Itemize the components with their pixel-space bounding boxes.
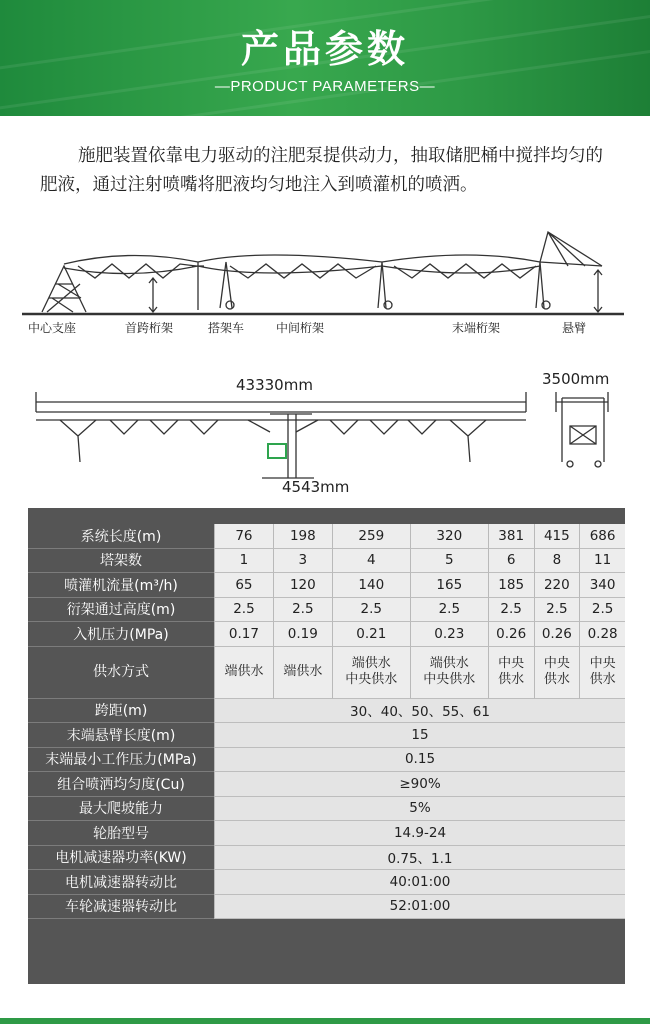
table-cell: 0.75、1.1 xyxy=(214,846,625,871)
machine-diagram xyxy=(0,226,650,496)
table-cell: 320 xyxy=(410,524,488,549)
table-row xyxy=(28,821,625,846)
row-header: 系统长度(m) xyxy=(28,524,214,549)
header-banner xyxy=(0,0,650,116)
cell-line: 端供水 xyxy=(429,656,469,671)
table-cell: 40:01:00 xyxy=(214,870,625,895)
table-cell: 15 xyxy=(214,723,625,748)
table-cell: 76 xyxy=(214,524,273,549)
table-row xyxy=(28,524,625,549)
table-cell: 5% xyxy=(214,797,625,822)
label-middle-span: 中间桁架 xyxy=(276,321,325,335)
table-row xyxy=(28,549,625,574)
table-cell: 165 xyxy=(410,573,488,598)
table-cell: 30、40、50、55、61 xyxy=(214,699,625,724)
table-cell: 5 xyxy=(410,549,488,574)
table-cell: 1 xyxy=(214,549,273,574)
table-cell: 0.26 xyxy=(488,622,534,647)
table-cell: 0.21 xyxy=(332,622,410,647)
table-cell: 2.5 xyxy=(332,598,410,623)
label-cantilever: 悬臂 xyxy=(562,321,587,335)
label-center-pivot: 中心支座 xyxy=(28,321,77,335)
spec-table-panel xyxy=(28,508,625,984)
table-cell: 2.5 xyxy=(273,598,332,623)
table-row xyxy=(28,846,625,871)
table-cell xyxy=(410,647,488,699)
table-cell: 65 xyxy=(214,573,273,598)
footer-bar xyxy=(0,1018,650,1024)
table-cell: 2.5 xyxy=(214,598,273,623)
table-cell: 185 xyxy=(488,573,534,598)
table-cell: 381 xyxy=(488,524,534,549)
table-row xyxy=(28,797,625,822)
table-cell: 198 xyxy=(273,524,332,549)
cell-line: 端供水 xyxy=(224,664,264,679)
page-subtitle: —PRODUCT PARAMETERS— xyxy=(214,78,436,95)
row-header: 供水方式 xyxy=(28,647,214,699)
row-header: 车轮减速器转动比 xyxy=(28,895,214,920)
table-row xyxy=(28,647,625,699)
table-cell xyxy=(488,647,534,699)
row-header: 衍架通过高度(m) xyxy=(28,598,214,623)
table-cell: 2.5 xyxy=(579,598,625,623)
cell-line: 供水 xyxy=(543,672,570,687)
front-view-drawing xyxy=(36,392,608,478)
cell-line: 中央供水 xyxy=(423,672,476,687)
table-cell: 2.5 xyxy=(488,598,534,623)
cell-line: 端供水 xyxy=(283,664,323,679)
dimension-height: 3500mm xyxy=(542,370,610,388)
dimension-width: 4543mm xyxy=(282,478,350,496)
table-row xyxy=(28,598,625,623)
dimension-length: 43330mm xyxy=(236,376,313,394)
cell-line: 中央 xyxy=(543,656,570,671)
table-cell xyxy=(273,647,332,699)
table-cell xyxy=(214,647,273,699)
table-row xyxy=(28,622,625,647)
table-cell: 0.19 xyxy=(273,622,332,647)
table-cell: 120 xyxy=(273,573,332,598)
label-tower-cart: 搭架车 xyxy=(208,321,245,335)
cell-line: 中央 xyxy=(589,656,616,671)
table-cell: 11 xyxy=(579,549,625,574)
table-cell: 0.28 xyxy=(579,622,625,647)
table-cell xyxy=(534,647,580,699)
cell-line: 供水 xyxy=(589,672,616,687)
row-header: 喷灌机流量(m³/h) xyxy=(28,573,214,598)
table-cell: 340 xyxy=(579,573,625,598)
table-cell: 3 xyxy=(273,549,332,574)
table-cell: 220 xyxy=(534,573,580,598)
row-header: 最大爬坡能力 xyxy=(28,797,214,822)
table-cell xyxy=(579,647,625,699)
row-header: 电机减速器功率(KW) xyxy=(28,846,214,871)
row-header: 入机压力(MPa) xyxy=(28,622,214,647)
table-row xyxy=(28,748,625,773)
row-header: 跨距(m) xyxy=(28,699,214,724)
cell-line: 中央 xyxy=(498,656,525,671)
table-cell: 52:01:00 xyxy=(214,895,625,920)
row-header: 末端最小工作压力(MPa) xyxy=(28,748,214,773)
row-header: 组合喷洒均匀度(Cu) xyxy=(28,772,214,797)
table-cell: 140 xyxy=(332,573,410,598)
side-view-drawing xyxy=(22,232,624,314)
table-row xyxy=(28,573,625,598)
table-cell: 259 xyxy=(332,524,410,549)
table-cell: 8 xyxy=(534,549,580,574)
table-row xyxy=(28,895,625,920)
table-cell: 14.9-24 xyxy=(214,821,625,846)
page-title: 产品参数 xyxy=(240,27,409,71)
label-end-span: 末端桁架 xyxy=(452,321,501,335)
table-cell: 6 xyxy=(488,549,534,574)
table-cell: 2.5 xyxy=(410,598,488,623)
table-cell: 415 xyxy=(534,524,580,549)
table-cell xyxy=(332,647,410,699)
row-header: 末端悬臂长度(m) xyxy=(28,723,214,748)
table-cell: 0.15 xyxy=(214,748,625,773)
table-row xyxy=(28,699,625,724)
intro-paragraph: 施肥装置依靠电力驱动的注肥泵提供动力，抽取储肥桶中搅拌均匀的肥液，通过注射喷嘴将肥液均匀地注入到喷灌机的喷洒。 xyxy=(40,146,603,195)
table-cell: 4 xyxy=(332,549,410,574)
row-header: 轮胎型号 xyxy=(28,821,214,846)
table-row xyxy=(28,772,625,797)
table-cell: ≥90% xyxy=(214,772,625,797)
table-cell: 0.23 xyxy=(410,622,488,647)
cell-line: 端供水 xyxy=(351,656,391,671)
spec-table xyxy=(28,524,625,919)
table-row xyxy=(28,870,625,895)
row-header: 塔架数 xyxy=(28,549,214,574)
row-header: 电机减速器转动比 xyxy=(28,870,214,895)
table-cell: 0.17 xyxy=(214,622,273,647)
table-row xyxy=(28,723,625,748)
table-cell: 2.5 xyxy=(534,598,580,623)
table-cell: 0.26 xyxy=(534,622,580,647)
cell-line: 中央供水 xyxy=(345,672,398,687)
side-view-labels xyxy=(28,320,586,335)
label-first-span: 首跨桁架 xyxy=(125,321,174,335)
table-cell: 686 xyxy=(579,524,625,549)
cell-line: 供水 xyxy=(498,672,525,687)
